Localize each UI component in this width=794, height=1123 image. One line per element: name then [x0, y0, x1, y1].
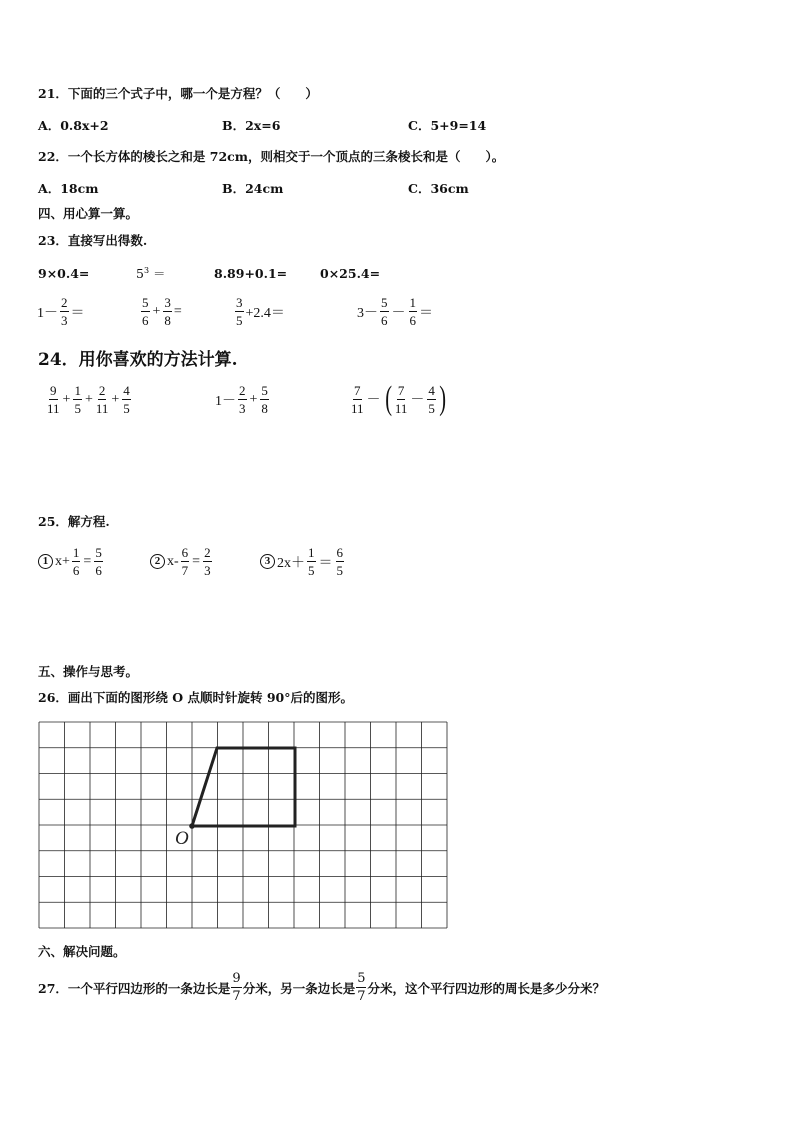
numerator: 5	[357, 971, 366, 986]
q27-stem	[38, 972, 605, 1003]
numerator: 1	[74, 383, 81, 398]
denominator: 7	[357, 989, 366, 1004]
fraction	[231, 972, 241, 1003]
numerator: 2	[61, 295, 68, 310]
q22-option-b[interactable]: B．24cm	[222, 181, 284, 196]
q25-stem: 25．解方程.	[38, 514, 110, 529]
equals: ＝	[419, 305, 433, 321]
fraction	[395, 384, 408, 415]
q23-expr-1: 9×0.4=	[38, 266, 90, 281]
numerator: 4	[428, 382, 435, 398]
denominator: 7	[232, 989, 241, 1004]
fraction	[203, 546, 212, 577]
numerator: 2	[98, 383, 106, 398]
numerator: 7	[354, 382, 361, 398]
fraction	[260, 384, 269, 415]
fraction	[47, 384, 60, 415]
numerator: 6	[336, 545, 343, 560]
numerator: 5	[261, 383, 268, 398]
circled-number: 2	[150, 554, 165, 569]
prefix: 1－	[215, 393, 236, 409]
denominator: 11	[394, 400, 408, 416]
numerator: 5	[142, 295, 149, 310]
numerator: 2	[204, 545, 211, 560]
q27-text-2: 分米，另一条边长是	[242, 980, 356, 996]
left-parenthesis: (	[384, 380, 392, 417]
numerator: 5	[95, 545, 102, 560]
equals: =	[83, 553, 92, 569]
q24-expr-a	[46, 384, 132, 415]
denominator: 7	[181, 563, 189, 578]
q25-equation-3	[260, 546, 345, 577]
denominator: 3	[239, 401, 246, 416]
denominator: 6	[142, 313, 149, 328]
q22-stem: 22．一个长方体的棱长之和是 72cm，则相交于一个顶点的三条棱长和是（ ）。	[38, 149, 505, 164]
fraction	[122, 384, 131, 415]
operator: －	[410, 393, 425, 408]
q23-expr-2-base: 5	[136, 266, 144, 281]
suffix: +2.4＝	[245, 305, 285, 321]
q21-stem: 21．下面的三个式子中，哪一个是方程？（ ）	[38, 86, 318, 101]
fraction	[307, 546, 316, 577]
denominator: 5	[236, 313, 243, 328]
denominator: 5	[308, 563, 315, 578]
fraction	[238, 384, 247, 415]
denominator: 8	[261, 401, 268, 416]
q23-expr-4: 0×25.4=	[320, 266, 381, 281]
operator: +	[84, 391, 93, 407]
numerator: 1	[409, 295, 416, 310]
operator: －	[366, 393, 381, 408]
fraction	[141, 296, 150, 327]
fraction	[351, 384, 364, 415]
denominator: 11	[351, 400, 364, 416]
section-5-heading: 五、操作与思考。	[38, 664, 139, 679]
q24-expr-b	[214, 384, 270, 415]
operator: +	[152, 303, 161, 319]
denominator: 5	[123, 401, 130, 416]
q22-option-a[interactable]: A．18cm	[38, 181, 99, 196]
q21-option-c[interactable]: C．5+9=14	[408, 118, 487, 133]
numerator: 2	[239, 383, 246, 398]
point-o-label: O	[175, 828, 189, 849]
q23-expr-2-exponent: 3	[143, 265, 150, 275]
prefix: 2x＋	[277, 555, 305, 571]
q26-stem: 26．画出下面的图形绕 O 点顺时针旋转 90°后的图形。	[38, 690, 353, 705]
numerator: 3	[236, 295, 243, 310]
point-o	[189, 823, 195, 829]
fraction	[96, 384, 109, 415]
fraction	[60, 296, 69, 327]
numerator: 9	[232, 971, 241, 986]
q23-expr-5-prefix: 1－	[37, 305, 58, 321]
denominator: 6	[409, 313, 416, 328]
denominator: 5	[336, 563, 343, 578]
q23-expr-7	[234, 296, 286, 327]
q27-text-1: 27．一个平行四边形的一条边长是	[38, 980, 231, 996]
q23-expr-3: 8.89+0.1=	[214, 266, 288, 281]
rotation-grid[interactable]	[38, 718, 450, 930]
fraction	[427, 384, 436, 415]
denominator: 11	[95, 401, 109, 416]
q25-equation-1	[38, 546, 104, 577]
numerator: 4	[123, 383, 130, 398]
denominator: 3	[204, 563, 211, 578]
q21-option-a[interactable]: A．0.8x+2	[38, 118, 109, 133]
q23-expr-5	[36, 296, 86, 327]
denominator: 8	[164, 313, 171, 328]
q21-option-b[interactable]: B．2x=6	[222, 118, 281, 133]
numerator: 3	[164, 295, 171, 310]
right-parenthesis: )	[439, 380, 446, 417]
prefix: 3－	[357, 305, 378, 321]
q24-expr-c	[350, 382, 448, 416]
operator: －	[391, 305, 406, 321]
q25-equation-2	[150, 546, 213, 577]
operator: +	[249, 391, 258, 407]
operator: +	[111, 391, 120, 407]
fraction	[356, 972, 366, 1003]
fraction	[94, 546, 103, 577]
prefix: x-	[167, 553, 179, 569]
q23-expr-6	[140, 296, 183, 327]
denominator: 5	[428, 400, 435, 416]
fraction	[163, 296, 172, 327]
equals: ＝	[70, 305, 85, 321]
q24-stem: 24．用你喜欢的方法计算.	[38, 350, 238, 370]
equals: ＝	[318, 555, 333, 571]
circled-number: 3	[260, 554, 275, 569]
equals: =	[173, 303, 182, 319]
fraction	[380, 296, 389, 327]
denominator: 11	[47, 401, 60, 416]
circled-number: 1	[38, 554, 53, 569]
section-6-heading: 六、解决问题。	[38, 944, 126, 959]
fraction	[181, 546, 190, 577]
q23-expr-8	[356, 296, 434, 327]
q27-text-3: 分米，这个平行四边形的周长是多少分米？	[367, 980, 605, 996]
denominator: 6	[72, 563, 80, 578]
numerator: 7	[397, 382, 405, 398]
numerator: 6	[181, 545, 189, 560]
denominator: 3	[61, 313, 68, 328]
prefix: x+	[55, 553, 70, 569]
numerator: 5	[381, 295, 388, 310]
q23-expr-2-eq: ＝	[153, 266, 166, 281]
denominator: 6	[95, 563, 102, 578]
fraction	[336, 546, 345, 577]
numerator: 1	[72, 545, 80, 560]
quadrilateral-shape	[192, 748, 295, 826]
numerator: 9	[50, 383, 57, 398]
fraction	[73, 384, 82, 415]
denominator: 6	[381, 313, 388, 328]
denominator: 5	[74, 401, 81, 416]
q22-option-c[interactable]: C．36cm	[408, 181, 469, 196]
fraction	[235, 296, 244, 327]
operator: +	[62, 391, 71, 407]
fraction	[72, 546, 81, 577]
q23-expr-2	[136, 264, 166, 282]
equals: =	[192, 553, 201, 569]
section-4-heading: 四、用心算一算。	[38, 206, 139, 221]
numerator: 1	[308, 545, 315, 560]
q23-stem: 23．直接写出得数.	[38, 233, 148, 248]
fraction	[409, 296, 418, 327]
